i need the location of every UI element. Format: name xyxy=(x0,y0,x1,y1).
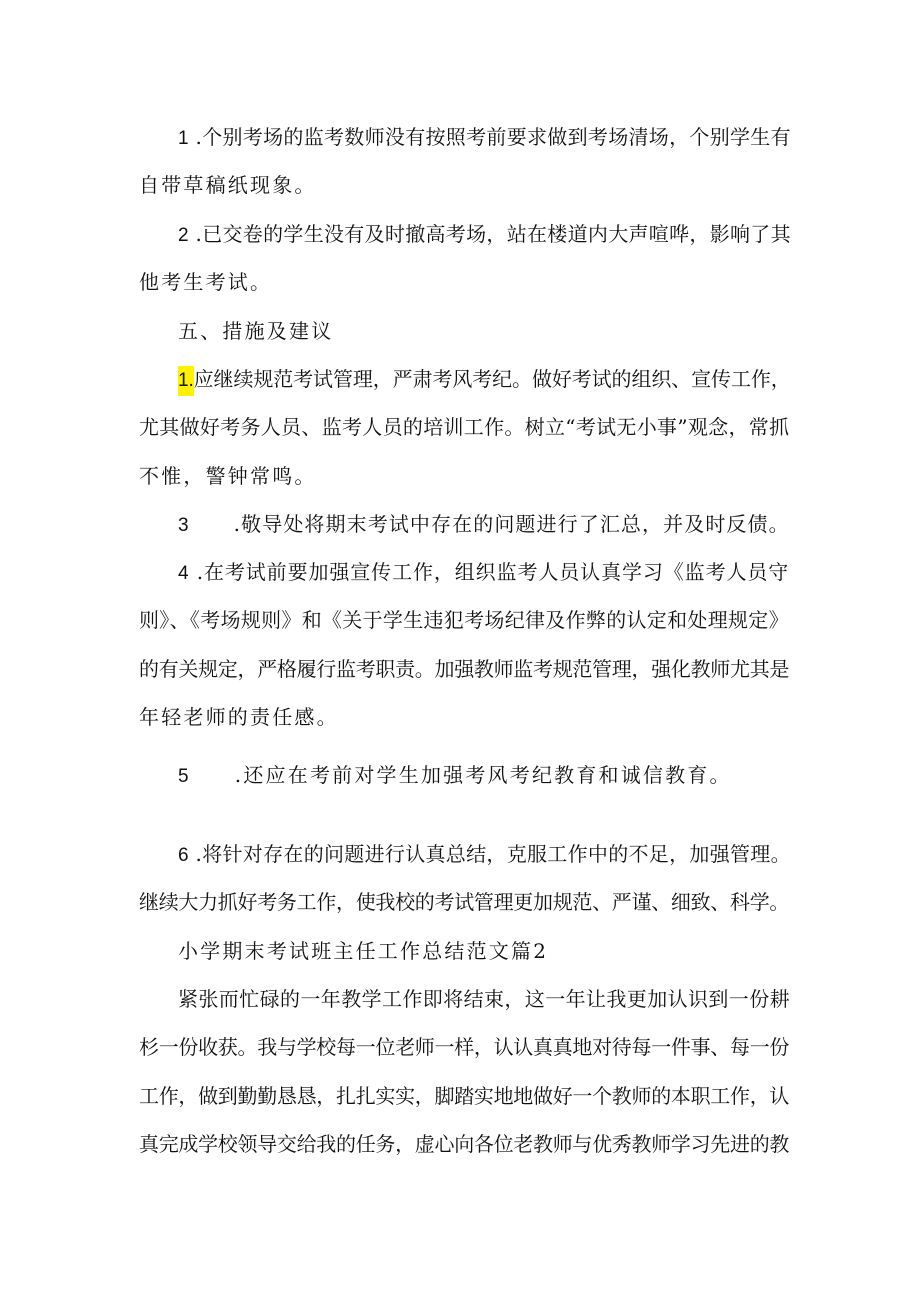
intro-line-4: 真完成学校领导交给我的任务，虚心向各位老教师与优秀教师学习先进的教 xyxy=(139,1132,790,1156)
measure-4-number: 4 xyxy=(178,563,190,584)
problem-1-line-2: 自带草稿纸现象。 xyxy=(139,173,317,197)
measure-3-line-1 xyxy=(178,509,790,539)
problem-2-text-1: .已交卷的学生没有及时撤高考场，站在楼道内大声喧哗，影响了其 xyxy=(188,222,791,246)
intro-line-3: 工作，做到勤勤恳恳，扎扎实实，脚踏实地地做好一个教师的本职工作，认 xyxy=(139,1084,790,1108)
measure-6-number: 6 xyxy=(178,845,189,866)
measure-5-line-1 xyxy=(178,760,732,790)
section-heading-measures: 五、措施及建议 xyxy=(178,319,334,343)
measure-1-line-3: 不惟，警钟常鸣。 xyxy=(139,464,317,488)
intro-line-2: 杉一份收获。我与学校每一位老师一样，认认真真地对待每一件事、每一份 xyxy=(139,1035,790,1059)
measure-6-line-1 xyxy=(178,839,791,869)
measure-1-text-1: 应继续规范考试管理，严肃考风考纪。做好考试的组织、宣传工作， xyxy=(193,367,791,391)
measure-3-number: 3 xyxy=(178,515,190,536)
measure-4-line-2: 则》、《考场规则》和《关于学生违犯考场纪律及作弊的认定和处理规定》 xyxy=(139,608,789,632)
measure-6-text-1: .将针对存在的问题进行认真总结，克服工作中的不足，加强管理。 xyxy=(188,842,791,866)
problem-2-number: 2 xyxy=(178,225,189,246)
measure-5-number: 5 xyxy=(178,766,191,787)
measure-4-text-1: .在考试前要加强宣传工作，组织监考人员认真学习《监考人员守 xyxy=(189,560,790,584)
problem-1-number: 1 xyxy=(178,128,189,149)
measure-1-line-2: 尤其做好考务人员、监考人员的培训工作。树立“考试无小事”观念，常抓 xyxy=(139,415,790,439)
measure-1-line-1 xyxy=(178,364,791,394)
problem-1-line-1 xyxy=(178,122,791,152)
measure-6-line-2: 继续大力抓好考务工作，使我校的考试管理更加规范、严谨、细致、科学。 xyxy=(139,890,790,914)
measure-1-number-highlighted: 1. xyxy=(178,366,194,396)
measure-5-text-1: .还应在考前对学生加强考风考纪教育和诚信教育。 xyxy=(234,763,732,787)
measure-4-line-4: 年轻老师的责任感。 xyxy=(139,705,339,729)
measure-4-line-3: 的有关规定，严格履行监考职责。加强教师监考规范管理，强化教师尤其是 xyxy=(139,657,790,681)
problem-2-line-1 xyxy=(178,219,791,249)
article-2-heading: 小学期末考试班主任工作总结范文篇2 xyxy=(178,939,549,963)
problem-2-line-2: 他考生考试。 xyxy=(139,270,273,294)
intro-line-1: 紧张而忙碌的一年教学工作即将结束，这一年让我更加认识到一份耕 xyxy=(178,987,790,1011)
problem-1-text-1: .个别考场的监考数师没有按照考前要求做到考场清场，个别学生有 xyxy=(188,125,791,149)
measure-3-text-1: .敬导处将期末考试中存在的问题进行了汇总，并及时反债。 xyxy=(233,512,790,536)
measure-4-line-1 xyxy=(178,557,789,587)
